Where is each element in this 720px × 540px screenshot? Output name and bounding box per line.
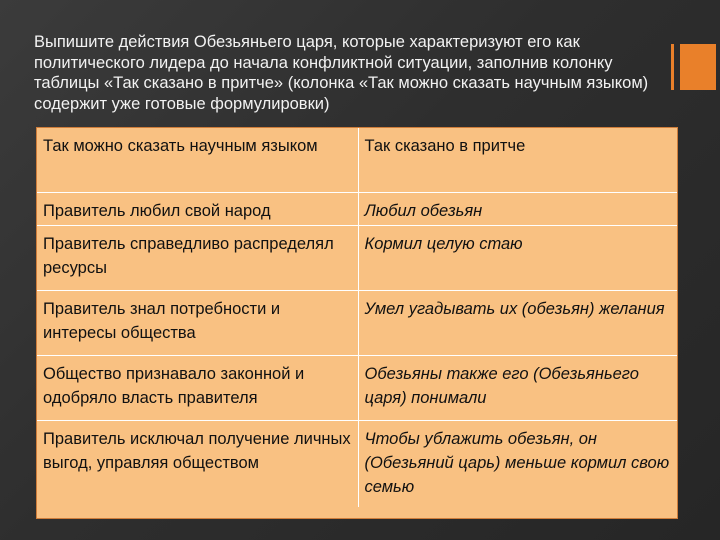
- header-said-in-parable: Так сказано в притче: [358, 128, 677, 193]
- comparison-table-container: [36, 127, 678, 519]
- table-header-row: [37, 128, 677, 193]
- table-row: [37, 291, 677, 356]
- header-scientific-language: Так можно сказать научным языком: [37, 128, 358, 193]
- cell-scientific: Правитель исключал получение личных выгод, управляя обществом: [37, 421, 358, 508]
- cell-parable: Умел угадывать их (обезьян) желания: [358, 291, 677, 356]
- cell-parable: Любил обезьян: [358, 193, 677, 226]
- table-row: [37, 226, 677, 291]
- cell-scientific: Правитель любил свой народ: [37, 193, 358, 226]
- cell-scientific: Правитель знал потребности и интересы общества: [37, 291, 358, 356]
- table-row: [37, 193, 677, 226]
- decorative-accent-bars: [671, 44, 716, 90]
- comparison-table: [37, 128, 677, 507]
- table-row: [37, 356, 677, 421]
- cell-scientific: Общество признавало законной и одобряло власть правителя: [37, 356, 358, 421]
- accent-bar-thick: [680, 44, 716, 90]
- task-instruction: Выпишите действия Обезьяньего царя, которые характеризуют его как политического лидера до начала конфликтной ситуации, заполнив колонку таблицы «Так сказано в притче» (колонка «Так можно сказать научным языком) содержит уже готовые формулировки): [34, 33, 649, 113]
- table-row: [37, 421, 677, 508]
- cell-parable: Чтобы ублажить обезьян, он (Обезьяний царь) меньше кормил свою семью: [364, 430, 670, 496]
- cell-parable: Кормил целую стаю: [358, 226, 677, 291]
- cell-parable: Обезьяны также его (Обезьяньего царя) понимали: [358, 356, 677, 421]
- cell-scientific: Правитель справедливо распределял ресурсы: [37, 226, 358, 291]
